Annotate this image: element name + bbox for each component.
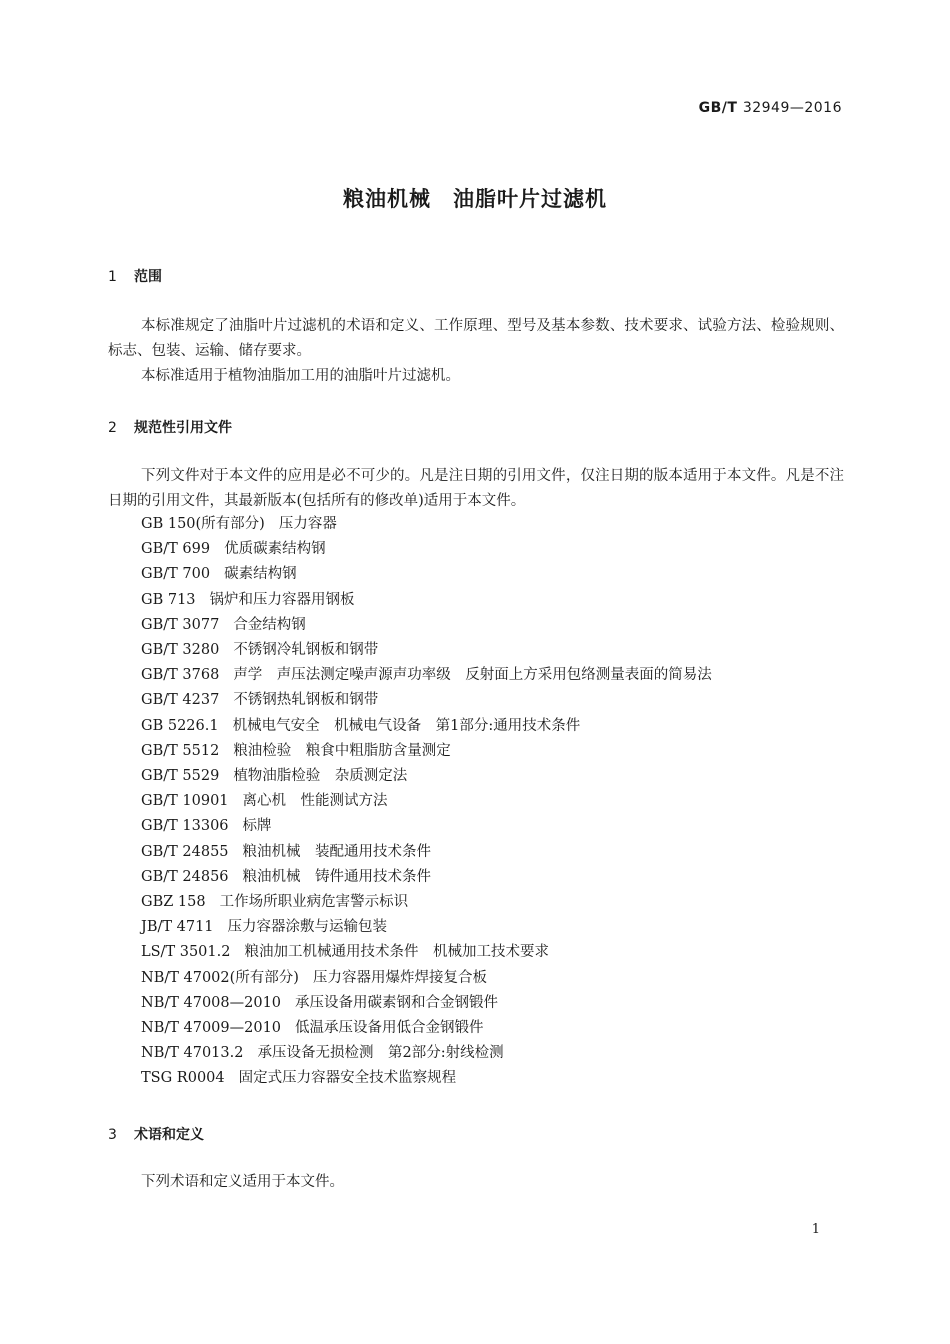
- reference-title: 粮油机械 铸件通用技术条件: [242, 868, 432, 885]
- reference-item: [141, 613, 712, 638]
- section-title: 规范性引用文件: [134, 420, 232, 436]
- section-number: 1: [108, 269, 117, 285]
- reference-item: [141, 940, 712, 965]
- reference-code: GB/T 24855: [141, 843, 229, 860]
- reference-item: [141, 1041, 712, 1066]
- reference-title: 低温承压设备用低合金钢锻件: [295, 1020, 484, 1037]
- reference-title: 锅炉和压力容器用钢板: [209, 591, 355, 608]
- reference-item: [141, 663, 712, 688]
- reference-code: GB 713: [141, 591, 196, 608]
- reference-code: GB/T 699: [141, 541, 211, 558]
- reference-code: NB/T 47013.2: [141, 1045, 244, 1062]
- reference-title: 粮油加工机械通用技术条件 机械加工技术要求: [244, 944, 549, 961]
- section-title: 范围: [134, 269, 162, 285]
- reference-item: [141, 537, 712, 562]
- normative-references-list: [141, 512, 712, 1092]
- reference-title: 粮油检验 粮食中粗脂肪含量测定: [233, 742, 451, 759]
- reference-title: 声学 声压法测定噪声源声功率级 反射面上方采用包络测量表面的简易法: [233, 667, 712, 684]
- reference-item: [141, 688, 712, 713]
- reference-code: TSG R0004: [141, 1070, 225, 1087]
- reference-title: 承压设备无损检测 第2部分:射线检测: [257, 1045, 504, 1062]
- standard-prefix: GB/T: [698, 100, 738, 116]
- reference-title: 植物油脂检验 杂质测定法: [233, 768, 408, 785]
- reference-item: [141, 739, 712, 764]
- reference-title: 压力容器用爆炸焊接复合板: [312, 969, 487, 986]
- reference-item: [141, 865, 712, 890]
- reference-code: NB/T 47008—2010: [141, 994, 282, 1011]
- reference-title: 粮油机械 装配通用技术条件: [242, 843, 432, 860]
- reference-title: 不锈钢冷轧钢板和钢带: [233, 642, 379, 659]
- section-title: 术语和定义: [134, 1127, 204, 1143]
- section-1-heading: [108, 266, 162, 286]
- reference-code: GB/T 3280: [141, 642, 220, 659]
- reference-code: GB/T 10901: [141, 793, 229, 810]
- reference-code: GB/T 700: [141, 566, 211, 583]
- reference-title: 合金结构钢: [233, 616, 306, 633]
- reference-code: NB/T 47002(所有部分): [141, 969, 299, 986]
- reference-item: [141, 915, 712, 940]
- standard-code: [699, 100, 842, 116]
- section-1-paragraph-2: 本标准适用于植物油脂加工用的油脂叶片过滤机。: [141, 368, 460, 384]
- reference-code: JB/T 4711: [141, 919, 214, 936]
- reference-code: GB/T 4237: [141, 692, 220, 709]
- reference-item: [141, 1016, 712, 1041]
- page-number: 1: [811, 1222, 820, 1237]
- reference-item: [141, 991, 712, 1016]
- reference-item: [141, 714, 712, 739]
- section-1-paragraph-1: 本标准规定了油脂叶片过滤机的术语和定义、工作原理、型号及基本参数、技术要求、试验方法、检验规则、标志、包装、运输、储存要求。: [108, 318, 844, 359]
- reference-code: GB/T 24856: [141, 868, 229, 885]
- reference-title: 优质碳素结构钢: [224, 541, 326, 558]
- reference-item: [141, 1066, 712, 1091]
- reference-item: [141, 789, 712, 814]
- reference-title: 机械电气安全 机械电气设备 第1部分:通用技术条件: [232, 717, 581, 734]
- reference-title: 碳素结构钢: [224, 566, 297, 583]
- reference-title: 承压设备用碳素钢和合金钢锻件: [295, 994, 499, 1011]
- reference-code: GB/T 13306: [141, 818, 229, 835]
- reference-title: 压力容器: [278, 516, 337, 532]
- reference-title: 压力容器涂敷与运输包装: [227, 919, 388, 936]
- document-title: 粮油机械 油脂叶片过滤机: [343, 187, 607, 211]
- section-3-heading: [108, 1124, 204, 1144]
- reference-code: GBZ 158: [141, 894, 206, 911]
- reference-item: [141, 840, 712, 865]
- reference-code: GB 150(所有部分): [141, 516, 265, 532]
- reference-item: [141, 562, 712, 587]
- reference-item: [141, 638, 712, 663]
- reference-title: 工作场所职业病危害警示标识: [219, 894, 409, 911]
- section-2-heading: [108, 417, 232, 437]
- reference-title: 不锈钢热轧钢板和钢带: [233, 692, 379, 709]
- reference-title: 固定式压力容器安全技术监察规程: [238, 1070, 457, 1087]
- section-2-paragraph-1: 下列文件对于本文件的应用是必不可少的。凡是注日期的引用文件，仅注日期的版本适用于本文件。凡是不注日期的引用文件，其最新版本(包括所有的修改单)适用于本文件。: [108, 468, 844, 509]
- reference-title: 离心机 性能测试方法: [242, 793, 388, 810]
- reference-code: NB/T 47009—2010: [141, 1020, 282, 1037]
- reference-title: 标牌: [242, 818, 272, 835]
- reference-item: [141, 966, 712, 991]
- reference-item: [141, 764, 712, 789]
- reference-code: GB/T 5512: [141, 742, 220, 759]
- reference-item: [141, 890, 712, 915]
- reference-code: GB/T 3077: [141, 616, 220, 633]
- reference-code: GB 5226.1: [141, 717, 219, 734]
- reference-code: LS/T 3501.2: [141, 944, 231, 961]
- section-number: 3: [108, 1127, 117, 1143]
- reference-item: [141, 588, 712, 613]
- section-3-paragraph-1: 下列术语和定义适用于本文件。: [141, 1174, 344, 1190]
- section-number: 2: [108, 420, 117, 436]
- reference-code: GB/T 5529: [141, 768, 220, 785]
- reference-code: GB/T 3768: [141, 667, 220, 684]
- reference-item: [141, 512, 712, 537]
- standard-number: 32949—2016: [742, 100, 842, 116]
- reference-item: [141, 814, 712, 839]
